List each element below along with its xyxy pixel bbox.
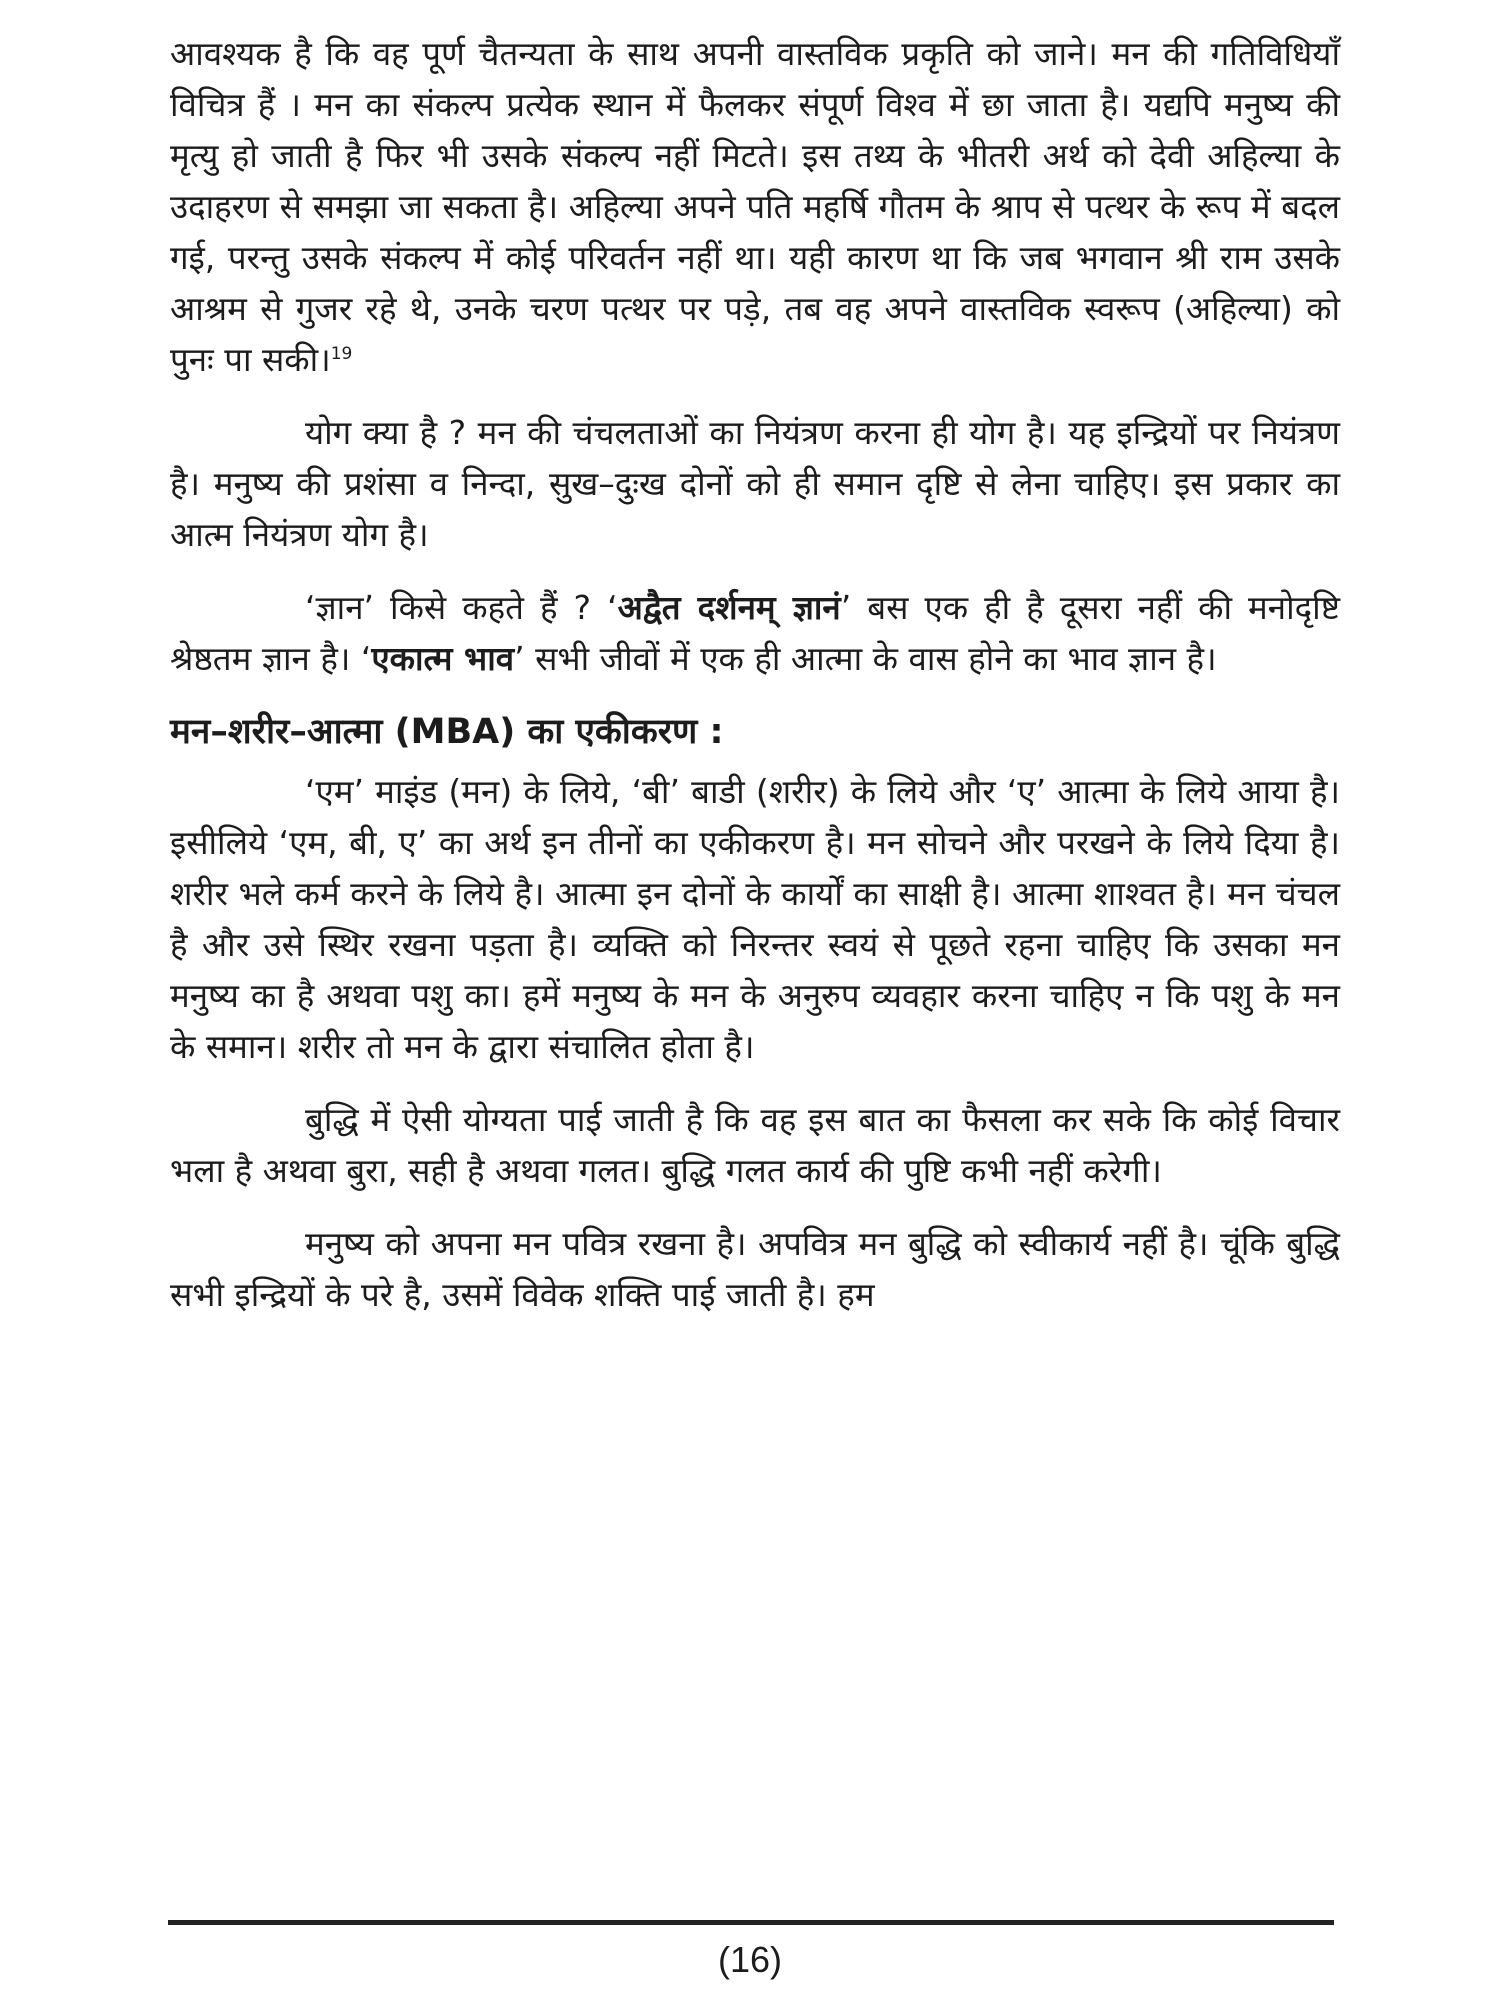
section-heading-mba: मन–शरीर–आत्मा (MBA) का एकीकरण : xyxy=(170,712,724,752)
bold-term-advait: अद्वैत दर्शनम् ज्ञानं xyxy=(617,588,841,627)
paragraph-ahilya-text: आवश्यक है कि वह पूर्ण चैतन्यता के साथ अपनी वास्तविक प्रकृति को जाने। मन की गतिविधियाँ विचित्र हैं । मन का संकल्प प्रत्येक स्थान में फैलकर संपूर्ण विश्व में छा जाता है। यद्यपि मनुष्य की मृत्यु हो जाती है फिर भी उसके संकल्प नहीं मिटते। इस तथ्य के भीतरी अर्थ को देवी अहिल्या के उदाहरण से समझा जा सकता है। अहिल्या अपने पति महर्षि गौतम के श्राप से पत्थर के रूप में बदल गई, परन्तु उसके संकल्प में कोई परिवर्तन नहीं था। यही कारण था कि जब भगवान श्री राम उसके आश्रम से गुजर रहे थे, उनके चरण पत्थर पर पड़े, तब वह अपने वास्तविक स्वरूप (अहिल्या) को पुनः पा सकी। xyxy=(170,34,1340,379)
paragraph-buddhi: बुद्धि में ऐसी योग्यता पाई जाती है कि वह इस बात का फैसला कर सके कि कोई विचार भला है अथवा बुरा, सही है अथवा गलत। बुद्धि गलत कार्य की पुष्टि कभी नहीं करेगी। xyxy=(170,1100,1340,1190)
paragraph-mba: ‘एम’ माइंड (मन) के लिये, ‘बी’ बाडी (शरीर) के लिये और ‘ए’ आत्मा के लिये आया है। इसीलिये ‘एम, बी, ए’ का अर्थ इन तीनों का एकीकरण है। मन सोचने और परखने के लिये दिया है। शरीर भले कर्म करने के लिये है। आत्मा इन दोनों के कार्यों का साक्षी है। आत्मा शाश्वत है। मन चंचल है और उसे स्थिर रखना पड़ता है। व्यक्ति को निरन्तर स्वयं से पूछते रहना चाहिए कि उसका मन मनुष्य का है अथवा पशु का। हमें मनुष्य के मन के अनुरुप व्यवहार करना चाहिए न कि पशु के मन के समान। शरीर तो मन के द्वारा संचालित होता है। xyxy=(170,772,1340,1066)
footnote-marker: 19 xyxy=(330,344,353,364)
paragraph-gyan xyxy=(170,582,1340,684)
bold-term-ekatma: एकात्म भाव xyxy=(371,639,515,678)
paragraph-gyan-part-2: ’ बस एक ही है दूसरा नहीं की मनोदृष्टि श्रेष्ठतम ज्ञान है। ‘ xyxy=(170,588,1340,678)
page-number: (16) xyxy=(717,1939,783,1980)
paragraph-yoga: योग क्या है ? मन की चंचलताओं का नियंत्रण करना ही योग है। यह इन्द्रियों पर नियंत्रण है। मनुष्य की प्रशंसा व निन्दा, सुख–दुःख दोनों को ही समान दृष्टि से लेना चाहिए। इस प्रकार का आत्म नियंत्रण योग है। xyxy=(170,413,1340,554)
paragraph-ahilya xyxy=(170,28,1340,385)
page-body xyxy=(170,28,1340,1342)
footer-rule xyxy=(168,1920,1334,1925)
paragraph-gyan-part-1: ‘ज्ञान’ किसे कहते हैं ? ‘ xyxy=(305,588,618,627)
paragraph-gyan-part-3: ’ सभी जीवों में एक ही आत्मा के वास होने का भाव ज्ञान है। xyxy=(514,639,1217,678)
paragraph-pavitra-man: मनुष्य को अपना मन पवित्र रखना है। अपवित्र मन बुद्धि को स्वीकार्य नहीं है। चूंकि बुद्धि सभी इन्द्रियों के परे है, उसमें विवेक शक्ति पाई जाती है। हम xyxy=(170,1224,1340,1314)
